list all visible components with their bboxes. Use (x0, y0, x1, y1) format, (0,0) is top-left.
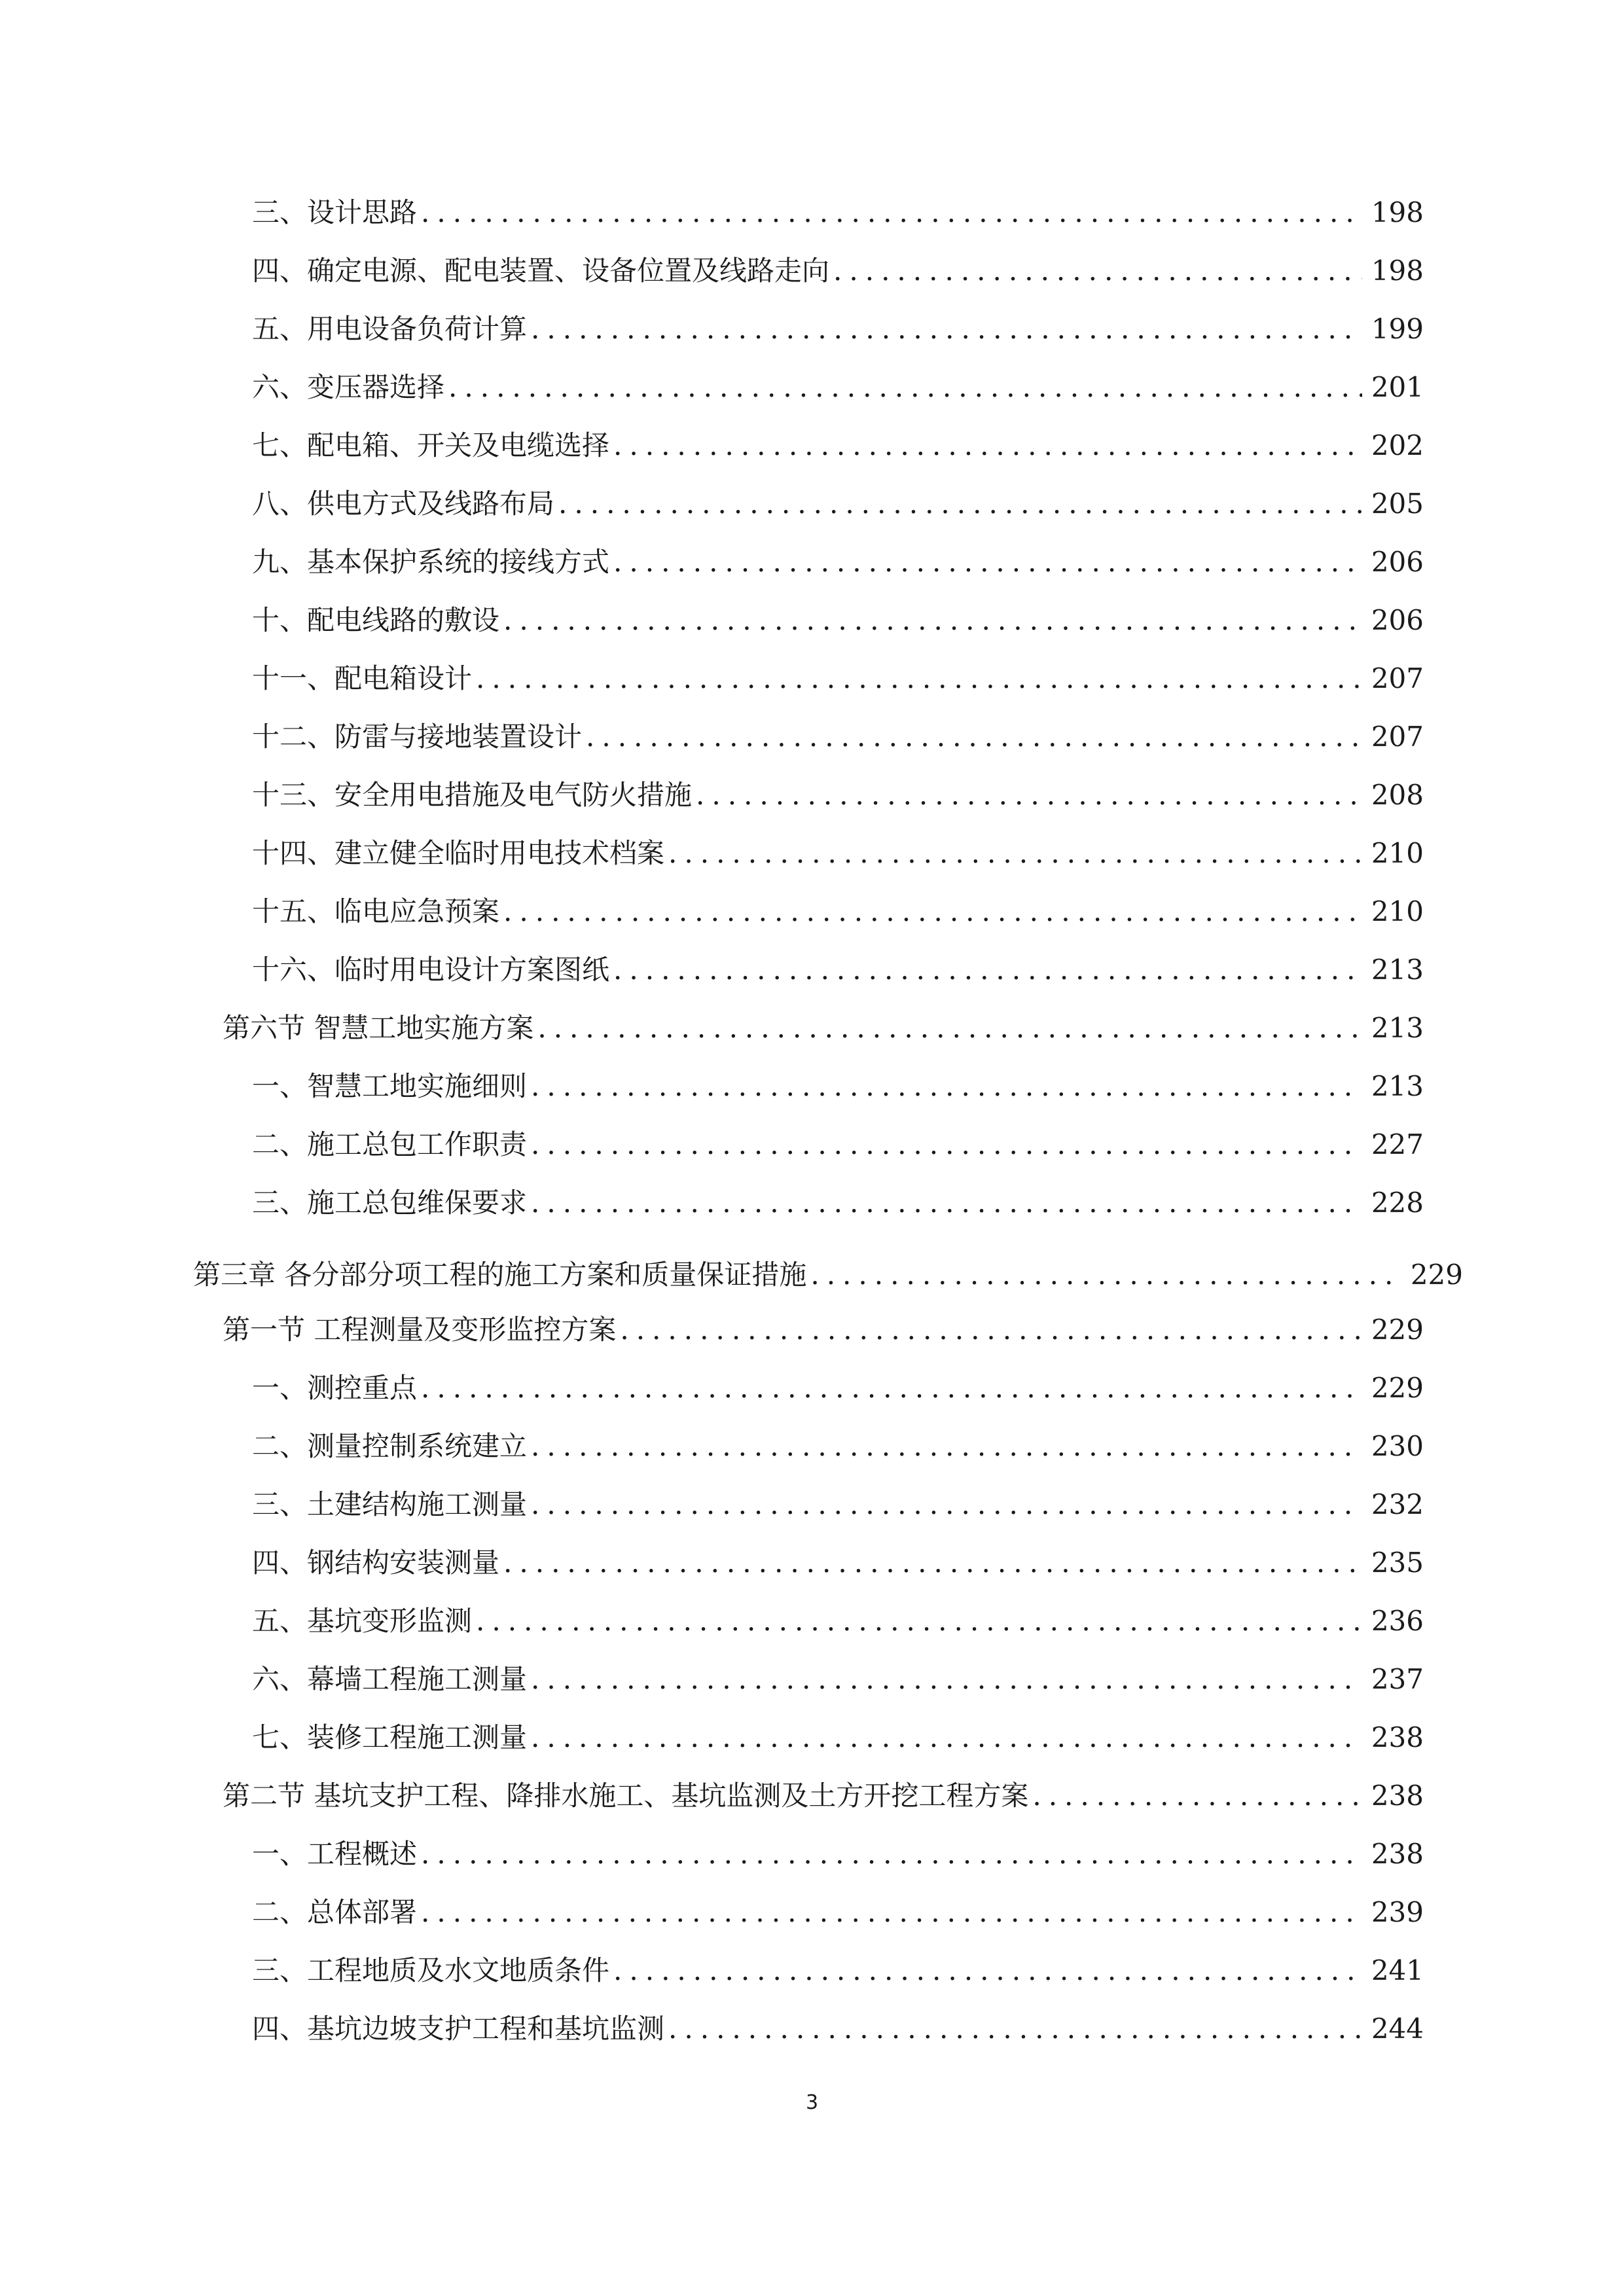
toc-entry-title: 三、工程地质及水文地质条件 (252, 1954, 610, 1986)
toc-leader-dots (613, 420, 1362, 472)
toc-entry-title: 十、配电线路的敷设 (252, 604, 500, 636)
toc-entry[interactable] (252, 944, 1424, 996)
toc-leader-dots (503, 886, 1362, 938)
toc-entry-title: 一、工程概述 (252, 1838, 418, 1870)
toc-entry-page: 213 (1371, 1012, 1424, 1044)
toc-entry-title: 十一、配电箱设计 (252, 662, 473, 694)
toc-entry[interactable] (252, 536, 1424, 588)
toc-entry[interactable] (252, 2003, 1424, 2055)
toc-entry-title: 三、设计思路 (252, 196, 418, 228)
toc-leader-dots (531, 1420, 1362, 1473)
toc-entry-title: 第一节 工程测量及变形监控方案 (223, 1314, 617, 1346)
toc-entry-page: 207 (1371, 721, 1424, 753)
toc-leader-dots (531, 1060, 1362, 1113)
toc-leader-dots (421, 1886, 1362, 1939)
toc-leader-dots (421, 1828, 1362, 1880)
toc-entry-page: 202 (1371, 429, 1424, 461)
toc-entry-page: 228 (1371, 1187, 1424, 1219)
toc-leader-dots (531, 1177, 1362, 1229)
toc-entry[interactable] (252, 1060, 1424, 1113)
toc-entry-title: 十四、建立健全临时用电技术档案 (252, 837, 665, 869)
toc-entry-title: 一、测控重点 (252, 1372, 418, 1404)
toc-entry[interactable] (252, 1945, 1424, 1997)
toc-entry-page: 213 (1371, 1070, 1424, 1102)
toc-entry-title: 四、钢结构安装测量 (252, 1547, 500, 1579)
toc-entry-title: 二、测量控制系统建立 (252, 1430, 528, 1462)
toc-entry-page: 205 (1371, 488, 1424, 520)
toc-leader-dots (1032, 1770, 1362, 1822)
toc-entry-page: 198 (1371, 196, 1424, 228)
toc-entry-title: 十六、临时用电设计方案图纸 (252, 954, 610, 986)
toc-entry[interactable] (252, 1177, 1424, 1229)
toc-entry-title: 十二、防雷与接地装置设计 (252, 721, 583, 753)
toc-entry-title: 五、用电设备负荷计算 (252, 313, 528, 345)
toc-entry[interactable] (252, 1362, 1424, 1414)
toc-entry[interactable] (252, 1712, 1424, 1764)
toc-leader-dots (476, 653, 1362, 705)
toc-entry-page: 206 (1371, 604, 1424, 636)
toc-entry[interactable] (252, 1537, 1424, 1589)
toc-entry-page: 227 (1371, 1128, 1424, 1160)
toc-entry[interactable] (252, 1886, 1424, 1939)
toc-entry-page: 198 (1371, 255, 1424, 287)
toc-entry[interactable] (252, 1420, 1424, 1473)
toc-leader-dots (448, 361, 1362, 414)
toc-entry[interactable] (252, 1595, 1424, 1647)
toc-entry-title: 四、基坑边坡支护工程和基坑监测 (252, 2013, 665, 2045)
toc-leader-dots (613, 1945, 1362, 1997)
toc-entry[interactable] (252, 478, 1424, 530)
toc-entry-page: 241 (1371, 1954, 1424, 1986)
page-number: 3 (805, 2091, 819, 2114)
toc-entry-page: 210 (1371, 895, 1424, 927)
toc-leader-dots (833, 245, 1362, 297)
toc-chapter-entry[interactable] (193, 1249, 1463, 1301)
toc-leader-dots (531, 1712, 1362, 1764)
toc-entry-title: 一、智慧工地实施细则 (252, 1070, 528, 1102)
toc-leader-dots (503, 1537, 1362, 1589)
toc-entry-title: 十三、安全用电措施及电气防火措施 (252, 779, 693, 811)
toc-entry-title: 十五、临电应急预案 (252, 895, 500, 927)
toc-leader-dots (421, 187, 1362, 239)
toc-entry-page: 238 (1371, 1721, 1424, 1753)
toc-leader-dots (696, 769, 1362, 821)
toc-leader-dots (668, 2003, 1362, 2055)
toc-leader-dots (810, 1249, 1401, 1301)
toc-entry-page: 237 (1371, 1663, 1424, 1695)
toc-entry-page: 230 (1371, 1430, 1424, 1462)
toc-entry-page: 213 (1371, 954, 1424, 986)
toc-leader-dots (476, 1595, 1362, 1647)
toc-leader-dots (531, 1119, 1362, 1171)
toc-entry[interactable] (252, 594, 1424, 647)
toc-entry-title: 五、基坑变形监测 (252, 1605, 473, 1637)
toc-entry[interactable] (252, 1479, 1424, 1531)
toc-entry-title: 九、基本保护系统的接线方式 (252, 546, 610, 578)
toc-entry-title: 三、施工总包维保要求 (252, 1187, 528, 1219)
toc-leader-dots (558, 478, 1362, 530)
toc-entry[interactable] (252, 886, 1424, 938)
toc-entry-title: 二、施工总包工作职责 (252, 1128, 528, 1160)
toc-leader-dots (537, 1002, 1362, 1054)
toc-section-entry[interactable] (223, 1002, 1424, 1054)
toc-entry-title: 八、供电方式及线路布局 (252, 488, 555, 520)
toc-entry[interactable] (252, 1653, 1424, 1706)
toc-entry[interactable] (252, 769, 1424, 821)
toc-leader-dots (503, 594, 1362, 647)
toc-entry-page: 208 (1371, 779, 1424, 811)
toc-entry-page: 201 (1371, 371, 1424, 403)
toc-entry-title: 七、配电箱、开关及电缆选择 (252, 429, 610, 461)
toc-entry[interactable] (252, 711, 1424, 763)
toc-entry-page: 199 (1371, 313, 1424, 345)
toc-leader-dots (620, 1304, 1362, 1356)
toc-entry[interactable] (252, 1119, 1424, 1171)
toc-leader-dots (586, 711, 1362, 763)
toc-leader-dots (613, 944, 1362, 996)
toc-entry-page: 207 (1371, 662, 1424, 694)
toc-entry-page: 229 (1371, 1372, 1424, 1404)
toc-entry-title: 第六节 智慧工地实施方案 (223, 1012, 534, 1044)
toc-leader-dots (531, 303, 1362, 355)
toc-section-entry[interactable] (223, 1304, 1424, 1356)
toc-entry-title: 二、总体部署 (252, 1896, 418, 1928)
toc-entry-page: 235 (1371, 1547, 1424, 1579)
toc-leader-dots (531, 1653, 1362, 1706)
toc-entry[interactable] (252, 1828, 1424, 1880)
toc-entry[interactable] (252, 361, 1424, 414)
toc-entry-page: 232 (1371, 1488, 1424, 1520)
toc-entry-title: 第二节 基坑支护工程、降排水施工、基坑监测及土方开挖工程方案 (223, 1780, 1029, 1812)
toc-entry-title: 四、确定电源、配电装置、设备位置及线路走向 (252, 255, 830, 287)
toc-leader-dots (421, 1362, 1362, 1414)
toc-entry[interactable] (252, 420, 1424, 472)
toc-entry-title: 七、装修工程施工测量 (252, 1721, 528, 1753)
toc-entry-page: 229 (1371, 1314, 1424, 1346)
toc-entry-page: 229 (1410, 1259, 1463, 1291)
toc-entry[interactable] (252, 827, 1424, 880)
toc-leader-dots (668, 827, 1362, 880)
toc-entry-page: 206 (1371, 546, 1424, 578)
toc-entry-page: 244 (1371, 2013, 1424, 2045)
toc-entry-page: 238 (1371, 1838, 1424, 1870)
toc-entry-title: 三、土建结构施工测量 (252, 1488, 528, 1520)
toc-entry[interactable] (252, 653, 1424, 705)
toc-entry[interactable] (252, 187, 1424, 239)
toc-entry-title: 第三章 各分部分项工程的施工方案和质量保证措施 (193, 1259, 807, 1291)
toc-entry-title: 六、幕墙工程施工测量 (252, 1663, 528, 1695)
toc-section-entry[interactable] (223, 1770, 1424, 1822)
toc-entry-page: 210 (1371, 837, 1424, 869)
toc-leader-dots (613, 536, 1362, 588)
toc-entry[interactable] (252, 303, 1424, 355)
toc-entry-page: 236 (1371, 1605, 1424, 1637)
toc-entry-page: 239 (1371, 1896, 1424, 1928)
toc-leader-dots (531, 1479, 1362, 1531)
toc-entry-page: 238 (1371, 1780, 1424, 1812)
toc-entry-title: 六、变压器选择 (252, 371, 445, 403)
toc-entry[interactable] (252, 245, 1424, 297)
